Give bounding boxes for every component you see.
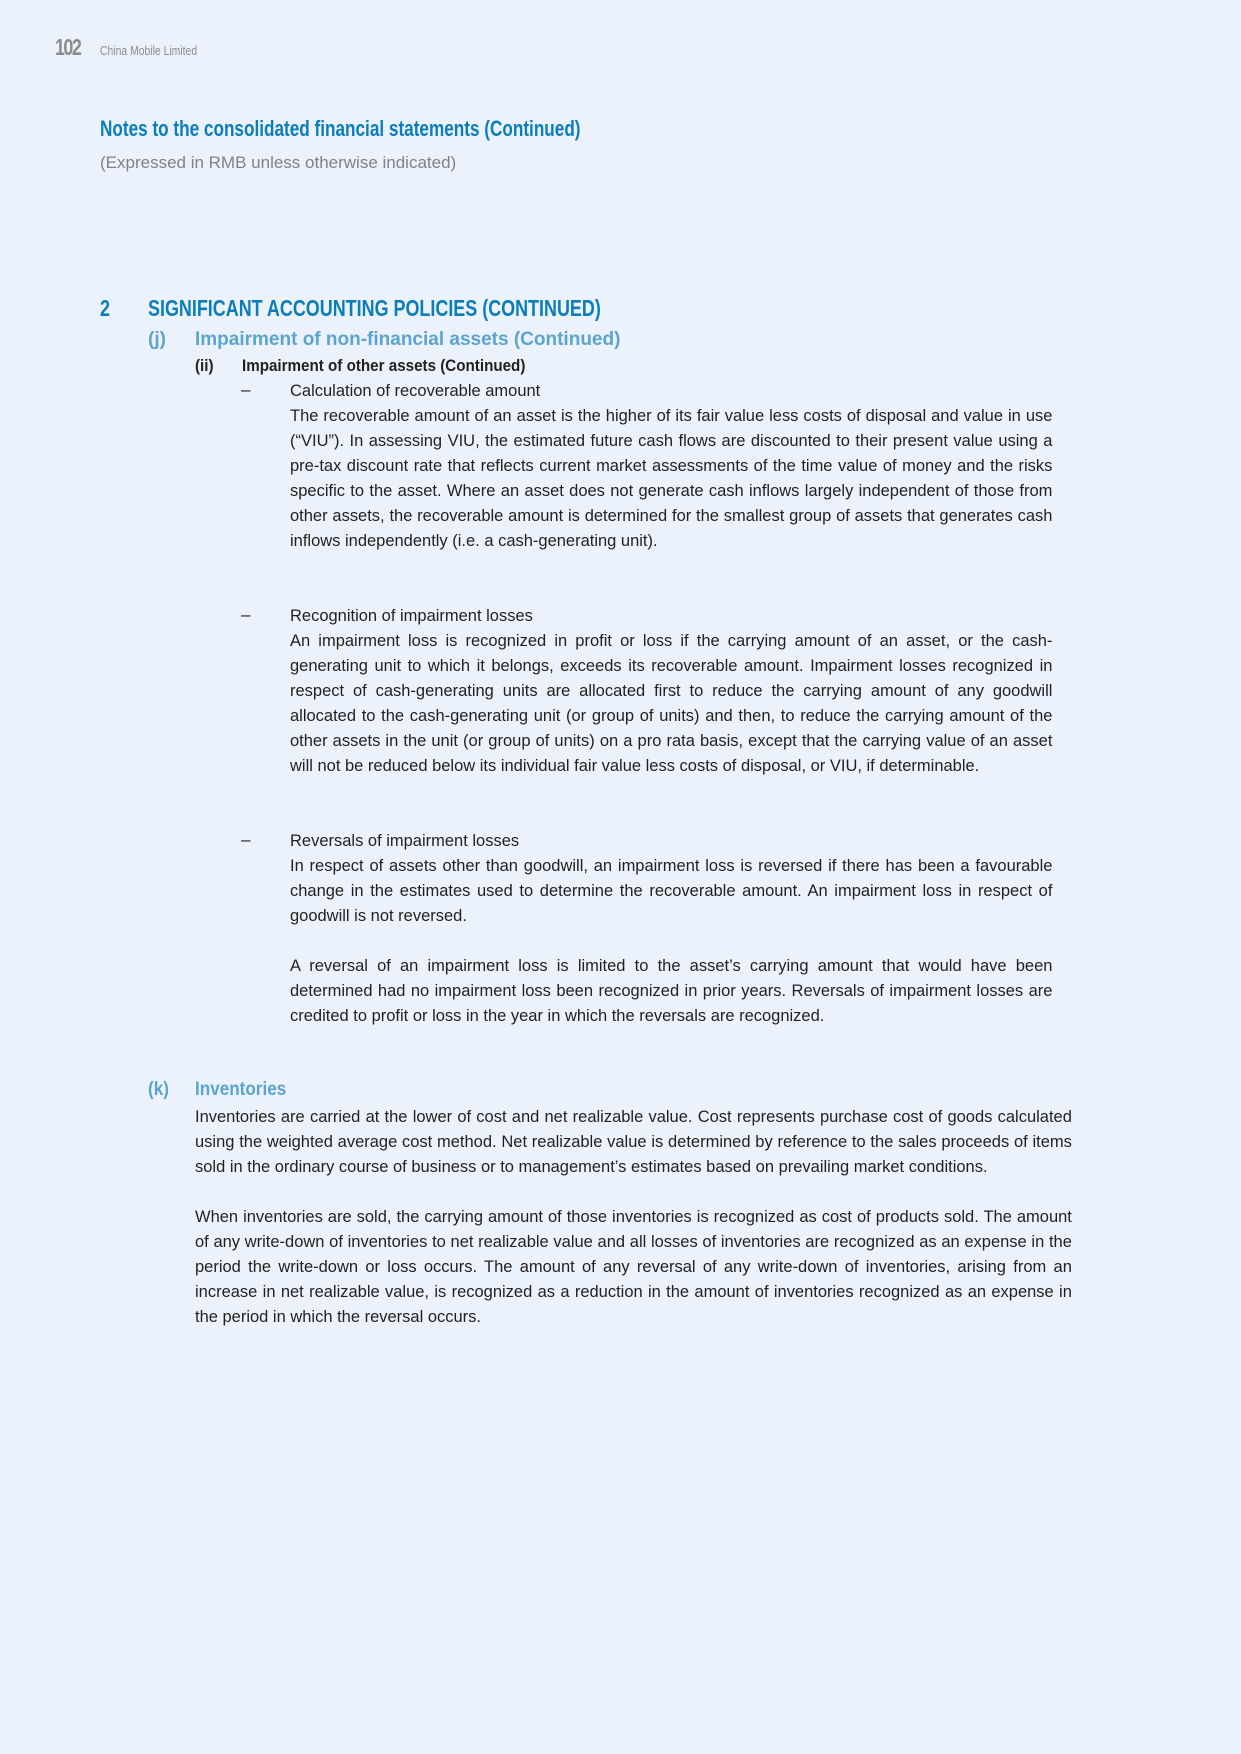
paragraph: In respect of assets other than goodwill, an impairment loss is reversed if there has been a favourable change in the estimates used to determine the recoverable amount. An impairment loss in respect of goodwill is not reversed. xyxy=(290,856,1053,925)
bullet-dash: – xyxy=(241,830,251,849)
paragraph: The recoverable amount of an asset is the higher of its fair value less costs of disposal and value in use (“VIU”). In assessing VIU, the estimated future cash flows are discounted to their present value using a pre-tax discount rate that reflects current market assessments of the time value of money and the risks specific to the asset. Where an asset does not generate cash inflows largely independent of those from other assets, the recoverable amount is determined for the smallest group of assets that generates cash inflows independently (i.e. a cash-generating unit). xyxy=(290,406,1053,550)
section-number: 2 xyxy=(100,295,110,321)
paragraph: An impairment loss is recognized in profit or loss if the carrying amount of an asset, or the cash-generating unit to which it belongs, exceeds its recoverable amount. Impairment losses recognized in respect of cash-generating units are allocated first to reduce the carrying amount of any goodwill allocated to the cash-generating unit (or group of units) and then, to reduce the carrying amount of the other assets in the unit (or group of units) on a pro rata basis, except that the carrying value of an asset will not be reduced below its individual fair value less costs of disposal, or VIU, if determinable. xyxy=(290,631,1053,775)
section-title: SIGNIFICANT ACCOUNTING POLICIES (CONTINUED) xyxy=(148,295,601,321)
subsection-j-label: (j) xyxy=(148,329,166,350)
item-title: Recognition of impairment losses xyxy=(290,606,533,625)
running-header xyxy=(55,34,221,61)
inventories-body xyxy=(195,1104,1072,1329)
notes-subtitle: (Expressed in RMB unless otherwise indicated) xyxy=(100,153,457,172)
subsection-k-title: Inventories xyxy=(195,1079,287,1100)
subsubsection-ii-title: Impairment of other assets (Continued) xyxy=(242,357,526,375)
item-calculation-recoverable-amount xyxy=(290,378,1052,553)
paragraph: Inventories are carried at the lower of cost and net realizable value. Cost represents purchase cost of goods calculated using the weighted average cost method. Net realizable value is determined by reference to the sales proceeds of items sold in the ordinary course of business or to management’s estimates based on prevailing market conditions. xyxy=(195,1107,1072,1176)
subsection-k-label: (k) xyxy=(148,1079,169,1100)
bullet-dash: – xyxy=(241,605,251,624)
item-reversals-impairment-losses xyxy=(290,828,1052,1028)
item-recognition-impairment-losses xyxy=(290,603,1052,778)
subsection-j-title: Impairment of non-financial assets (Continued) xyxy=(195,329,621,350)
paragraph: When inventories are sold, the carrying amount of those inventories is recognized as cost of products sold. The amount of any write-down of inventories to net realizable value and all losses of inventories are recognized as an expense in the period the write-down or loss occurs. The amount of any reversal of any write-down of inventories, arising from an increase in net realizable value, is recognized as a reduction in the amount of inventories recognized as an expense in the period in which the reversal occurs. xyxy=(195,1207,1072,1326)
company-name: China Mobile Limited xyxy=(100,43,198,58)
item-title: Reversals of impairment losses xyxy=(290,831,520,850)
item-title: Calculation of recoverable amount xyxy=(290,381,541,400)
notes-title: Notes to the consolidated financial statements (Continued) xyxy=(100,116,581,141)
paragraph: A reversal of an impairment loss is limited to the asset’s carrying amount that would have been determined had no impairment loss been recognized in prior years. Reversals of impairment losses are credited to profit or loss in the year in which the reversals are recognized. xyxy=(290,956,1053,1025)
page-number: 102 xyxy=(55,34,81,60)
bullet-dash: – xyxy=(241,380,251,399)
subsubsection-ii-label: (ii) xyxy=(195,357,214,375)
